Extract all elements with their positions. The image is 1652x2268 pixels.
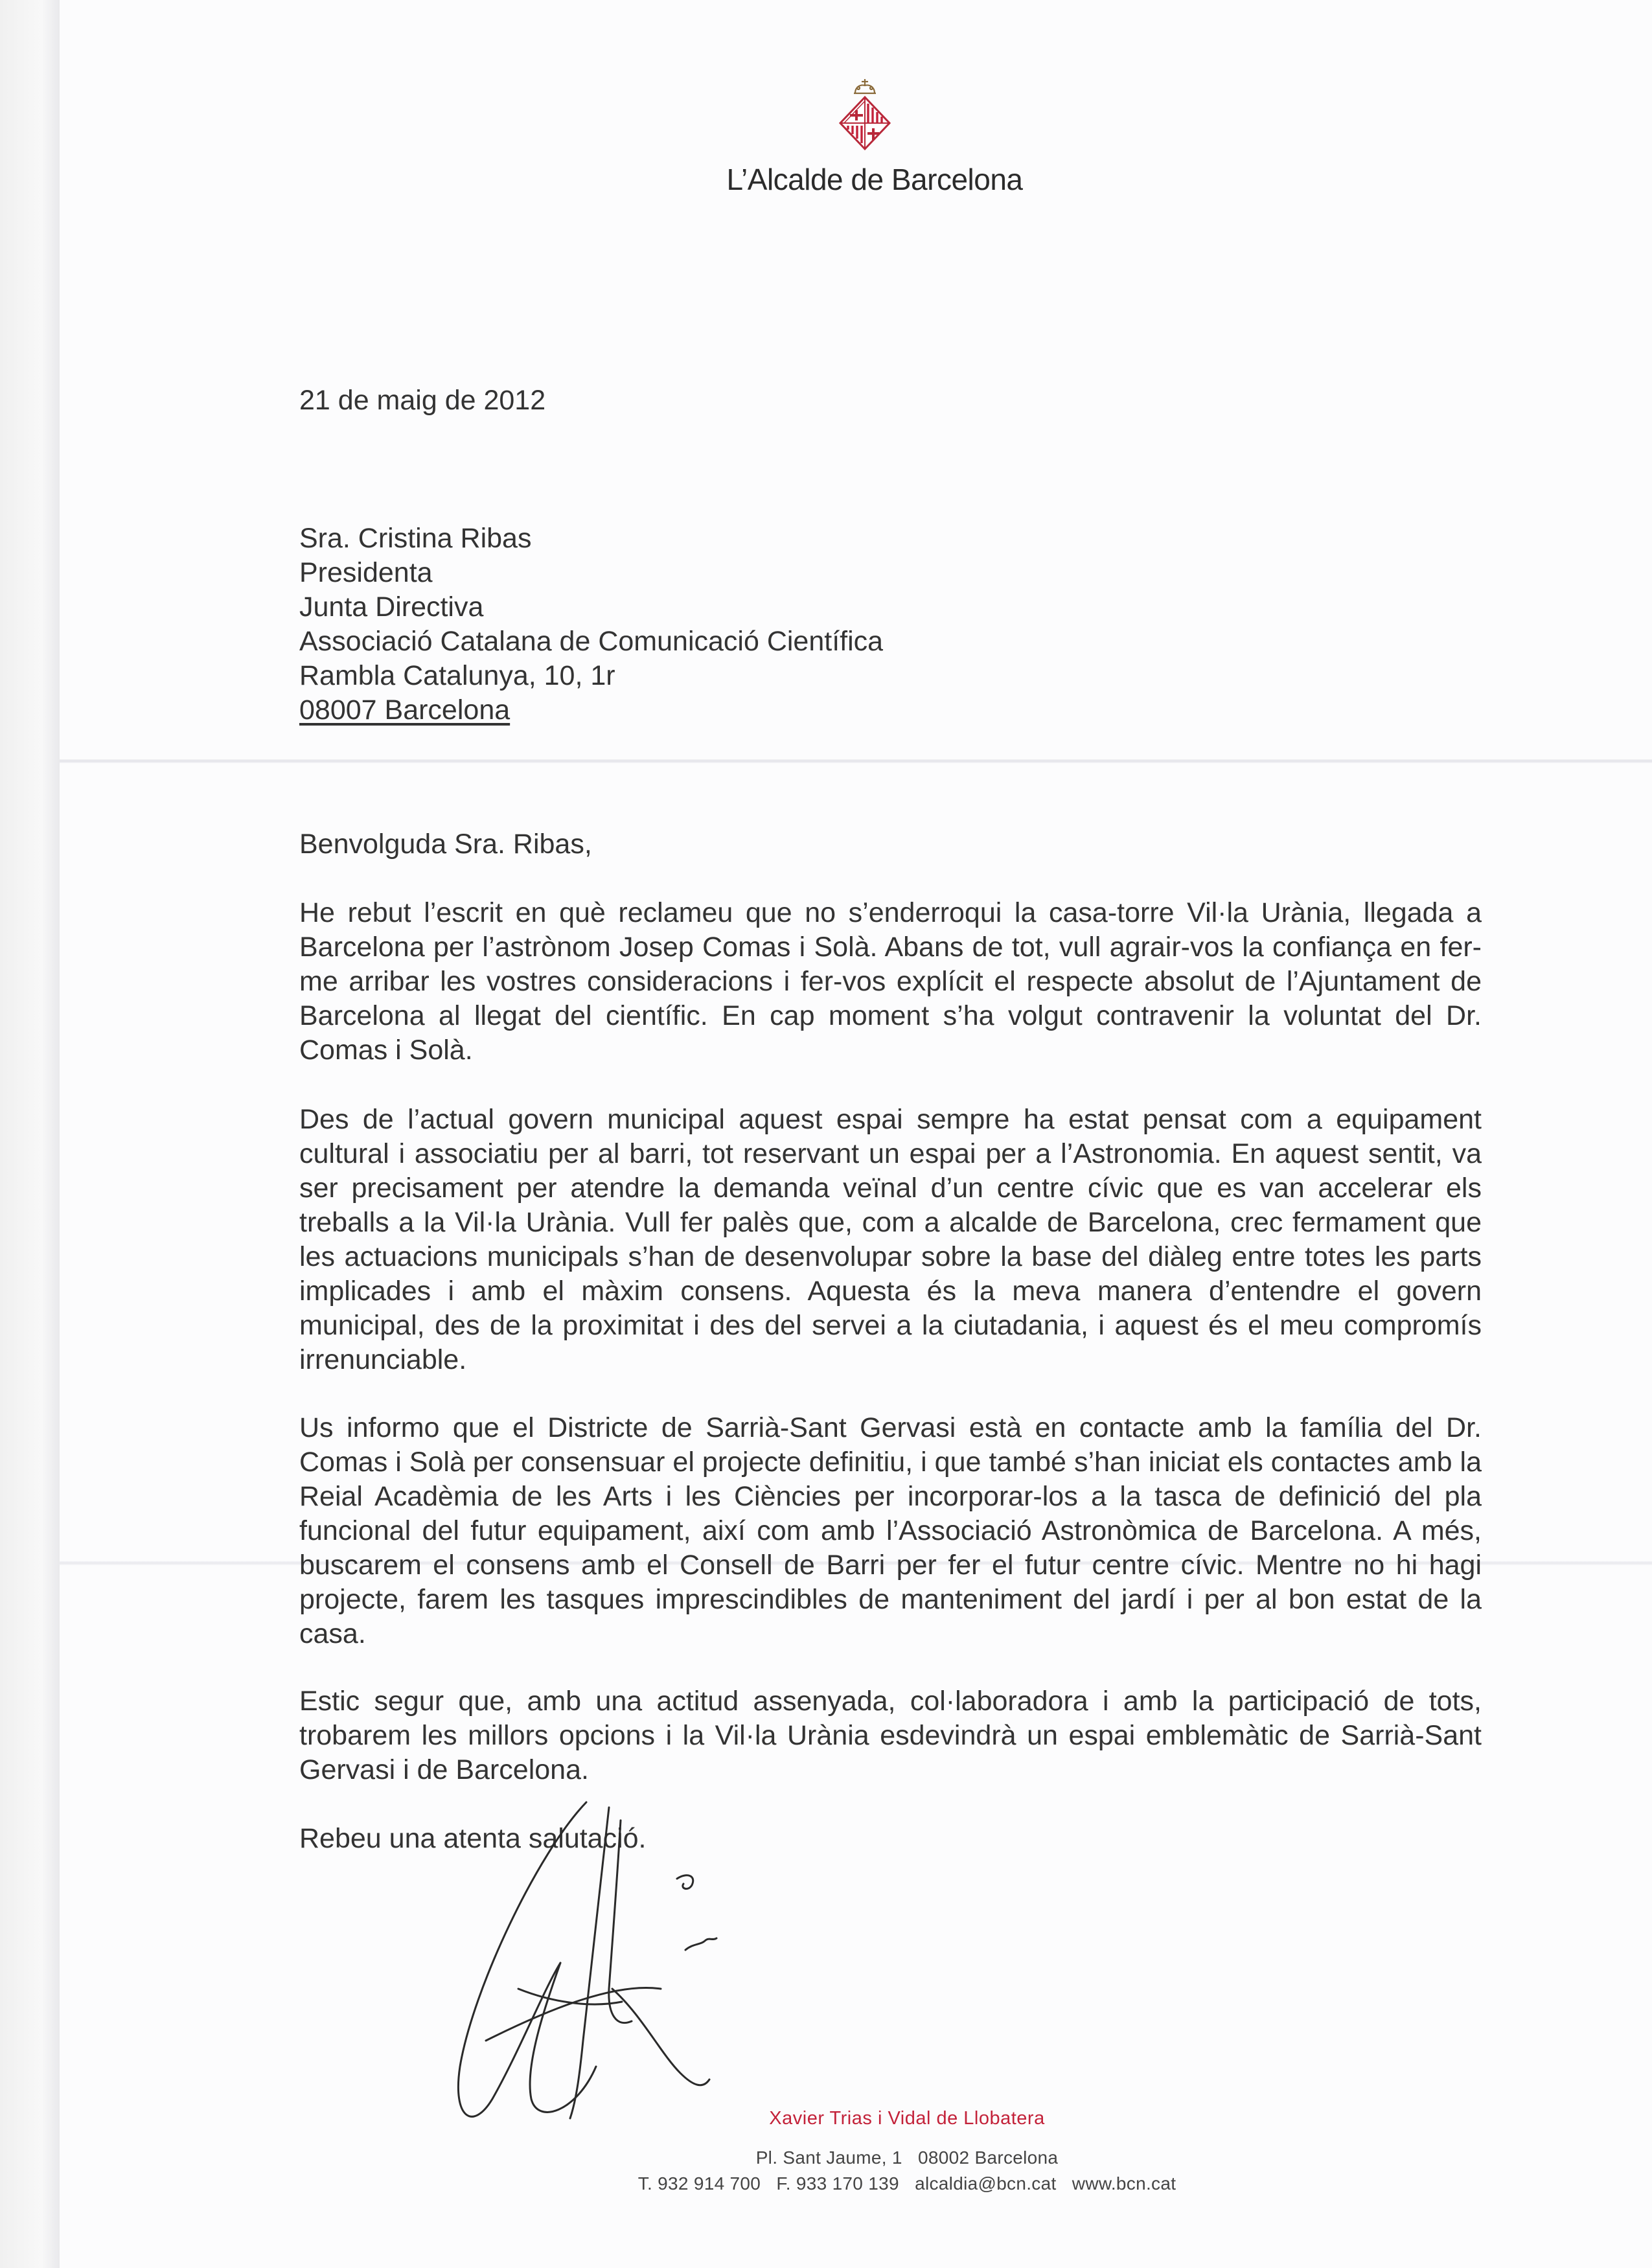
letter-paragraph: Us informo que el Districte de Sarrià-Sant Gervasi està en contacte amb la família del Dr. Comas i Solà per consensuar el projecte definitiu, i que també s’han iniciat els contactes amb la Reial Acadèmia de les Arts i les Ciències per incorporar-los a la tasca de definició del pla funcional del futur equipament, així com amb l’Associació Astronòmica de Barcelona. A més, buscarem el consens amb el Consell de Barri per fer el futur centre cívic. Mentre no hi hagi projecte, farem les tasques imprescindibles de manteniment del jardí i per al bon estat de la casa. xyxy=(299,1412,1482,1649)
barcelona-coat-of-arms-icon xyxy=(836,71,894,155)
letter-closing: Rebeu una atenta salutació. xyxy=(299,1823,647,1854)
recipient-street: Rambla Catalunya, 10, 1r xyxy=(299,660,615,691)
footer-address: Pl. Sant Jaume, 1 08002 Barcelona xyxy=(755,2148,1059,2168)
recipient-address xyxy=(299,521,883,727)
letter-date: 21 de maig de 2012 xyxy=(299,385,546,416)
letterhead-title: L’Alcalde de Barcelona xyxy=(726,163,1023,196)
letter-paragraph: Estic segur que, amb una actitud assenyada, col·laboradora i amb la participació de tots, trobarem les millors opcions i la Vil·la Urània esdevindrà un espai emblemàtic de Sarrià-Sant Gervasi i de Barcelona. xyxy=(299,1686,1482,1785)
handwritten-signature xyxy=(447,1794,810,2138)
scanner-margin xyxy=(0,0,60,2268)
letter-salutation: Benvolguda Sra. Ribas, xyxy=(299,829,592,860)
letter-paragraph: Des de l’actual govern municipal aquest espai sempre ha estat pensat com a equipament cultural i associatiu per al barri, tot reservant un espai per a l’Astronomia. En aquest sentit, va ser precisament per atendre la demanda veïnal d’un centre cívic que es van accelerar els treballs a la Vil·la Urània. Vull fer palès que, com a alcalde de Barcelona, crec fermament que les actuacions municipals s’han de desenvolupar sobre la base del diàleg entre totes les parts implicades i amb el màxim consens. Aquesta és la meva manera d’entendre el govern municipal, des de la proximitat i des del servei a la ciutadania, i aquest és el meu compromís irrenunciable. xyxy=(299,1104,1482,1375)
paper-fold-line xyxy=(60,759,1652,763)
recipient-role: Presidenta xyxy=(299,557,433,588)
letter-paragraph: He rebut l’escrit en què reclameu que no s’enderroqui la casa-torre Vil·la Urània, llegada a Barcelona per l’astrònom Josep Comas i Solà. Abans de tot, vull agrair-vos la confiança en fer-me arribar les vostres consideracions i fer-vos explícit el respecte absolut de l’Ajuntament de Barcelona al llegat del científic. En cap moment s’ha volgut contravenir la voluntat del Dr. Comas i Solà. xyxy=(299,897,1482,1066)
recipient-city: 08007 Barcelona xyxy=(299,694,511,726)
recipient-board: Junta Directiva xyxy=(299,591,484,623)
signer-name: Xavier Trias i Vidal de Llobatera xyxy=(769,2108,1045,2129)
footer-contact: T. 932 914 700 F. 933 170 139 alcaldia@bcn.cat www.bcn.cat xyxy=(637,2173,1176,2194)
recipient-name: Sra. Cristina Ribas xyxy=(299,523,532,554)
recipient-organization: Associació Catalana de Comunicació Científica xyxy=(299,626,884,657)
